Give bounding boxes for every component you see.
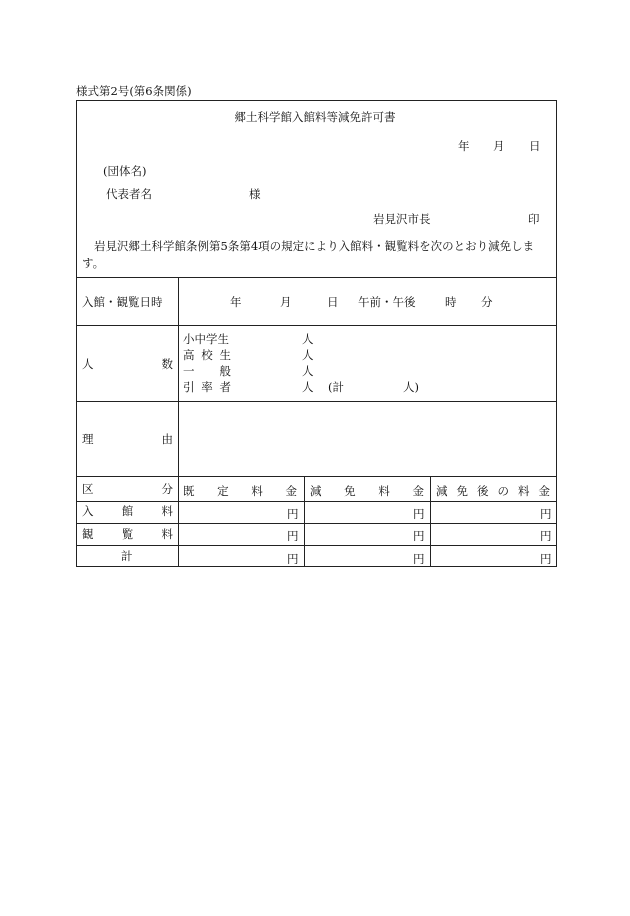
- divider: [76, 476, 557, 477]
- divider: [76, 523, 557, 524]
- representative-label: 代表者名: [106, 187, 152, 201]
- visit-hour-label: 時: [445, 295, 457, 309]
- yen-unit: 円: [413, 529, 425, 543]
- yen-unit: 円: [540, 507, 552, 521]
- total-open: (計: [328, 380, 344, 394]
- category-elementary-junior: 小中学生: [183, 332, 229, 346]
- category-general: 一 般: [183, 364, 231, 378]
- viewing-fee-row-label: 観 覧 料: [82, 527, 173, 541]
- divider: [76, 277, 557, 278]
- yen-unit: 円: [287, 529, 299, 543]
- fee-category-header: 区 分: [82, 482, 173, 496]
- visit-minute-label: 分: [481, 295, 493, 309]
- fee-column-divider: [430, 476, 431, 567]
- date-day-label: 日: [529, 139, 541, 153]
- seal-mark: 印: [528, 212, 540, 226]
- group-name-label: (団体名): [103, 164, 147, 178]
- divider: [76, 501, 557, 502]
- visit-year-label: 年: [230, 295, 242, 309]
- date-month-label: 月: [493, 139, 505, 153]
- category-high-school: 高 校 生: [183, 348, 231, 362]
- divider: [76, 325, 557, 326]
- category-unit: 人: [302, 364, 314, 378]
- reason-label: 理 由: [82, 432, 173, 446]
- fee-column-divider: [304, 476, 305, 567]
- yen-unit: 円: [287, 507, 299, 521]
- category-unit: 人: [302, 332, 314, 346]
- admission-fee-row-label: 入 館 料: [82, 504, 173, 518]
- form-number: 様式第2号(第6条関係): [76, 84, 192, 98]
- category-unit: 人: [302, 348, 314, 362]
- yen-unit: 円: [287, 552, 299, 566]
- reduction-fee-header: 減 免 料 金: [310, 484, 424, 498]
- body-text-line-2: す。: [82, 256, 105, 270]
- yen-unit: 円: [413, 552, 425, 566]
- total-row-label: 計: [121, 549, 133, 563]
- visit-datetime-label: 入館・観覧日時: [82, 295, 163, 309]
- body-text-line-1: 岩見沢郷土科学館条例第5条第4項の規定により入館料・観覧料を次のとおり減免しま: [94, 239, 535, 253]
- honorific: 様: [249, 187, 261, 201]
- yen-unit: 円: [540, 529, 552, 543]
- yen-unit: 円: [413, 507, 425, 521]
- date-year-label: 年: [458, 139, 470, 153]
- visit-day-label: 日: [327, 295, 339, 309]
- label-column-divider: [178, 277, 179, 567]
- visit-month-label: 月: [280, 295, 292, 309]
- standard-fee-header: 既 定 料 金: [183, 484, 297, 498]
- people-count-label: 人 数: [82, 357, 173, 371]
- category-unit: 人: [302, 380, 314, 394]
- yen-unit: 円: [540, 552, 552, 566]
- issuer-name: 岩見沢市長: [373, 212, 431, 226]
- total-close: 人): [403, 380, 419, 394]
- divider: [76, 401, 557, 402]
- divider: [76, 545, 557, 546]
- form-title: 郷土科学館入館料等減免許可書: [234, 110, 396, 124]
- visit-ampm-label: 午前・午後: [358, 295, 416, 309]
- fee-after-reduction-header: 減 免 後 の 料 金: [436, 484, 550, 498]
- category-chaperone: 引 率 者: [183, 380, 231, 394]
